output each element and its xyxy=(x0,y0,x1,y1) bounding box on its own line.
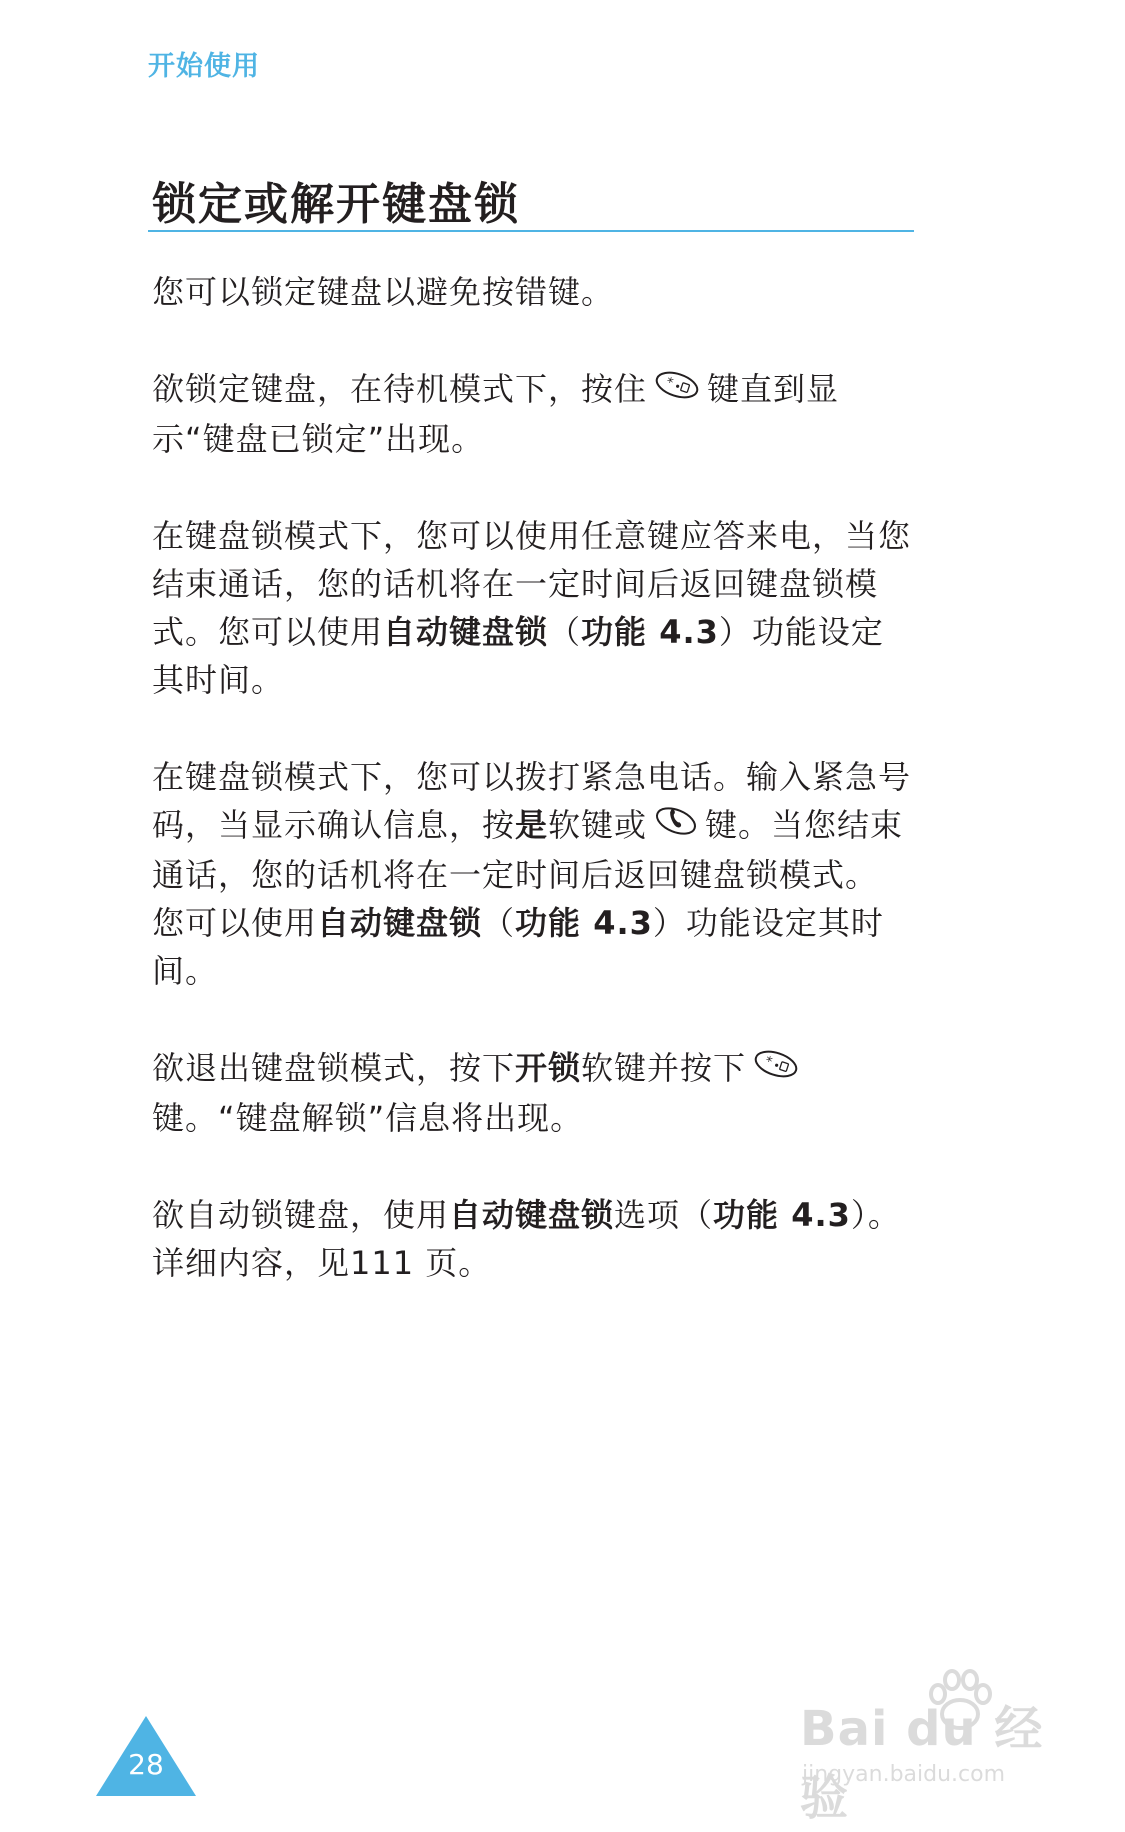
paragraph-text: 在键盘锁模式下，您可以拨打紧急电话。输入紧急号码，当显示确认信息，按 xyxy=(152,758,912,844)
bold-term: 开锁 xyxy=(515,1049,582,1087)
paragraph-text: 键。当您结束通话，您的话机将在一定时间后返回键盘锁模式。 您可以使用 xyxy=(152,806,904,942)
page-title: 锁定或解开键盘锁 xyxy=(152,179,520,230)
bold-term: 是 xyxy=(515,806,549,844)
paragraph-text: 欲退出键盘锁模式，按下 xyxy=(152,1049,516,1087)
paragraph-text: 欲锁定键盘，在待机模式下，按住 xyxy=(152,370,648,408)
paragraph-text: ）。详细内容，见111 页。 xyxy=(152,1196,901,1282)
bold-term: 自动键盘锁 xyxy=(449,1196,615,1234)
paragraph-text: （ xyxy=(482,904,516,942)
paragraph-lock-keypad xyxy=(152,365,912,463)
svg-text:*: * xyxy=(664,374,676,392)
paragraph-text: 键。“键盘解锁”信息将出现。 xyxy=(152,1099,584,1137)
paragraph-text: 软键或 xyxy=(548,806,648,844)
svg-text:*: * xyxy=(763,1053,775,1071)
paragraph-text: 您可以锁定键盘以避免按错键。 xyxy=(152,273,615,311)
paragraph-text: ）功能设定其时间。 xyxy=(152,904,884,990)
paragraph-text: 键直到显示“键盘已锁定”出现。 xyxy=(152,370,840,458)
paragraph-text: 欲自动锁键盘，使用 xyxy=(152,1196,450,1234)
body-content xyxy=(152,268,912,1336)
section-header: 开始使用 xyxy=(148,51,260,82)
paragraph-text: ）功能设定其时间。 xyxy=(152,613,884,699)
bold-term: 自动键盘锁 xyxy=(383,613,549,651)
star-key-icon xyxy=(653,367,701,415)
paragraph-text: （ xyxy=(548,613,582,651)
paragraph-text: 软键并按下 xyxy=(581,1049,747,1087)
bold-term: 功能 4.3 xyxy=(713,1196,851,1234)
bold-term: 自动键盘锁 xyxy=(317,904,483,942)
star-key-icon xyxy=(752,1046,800,1094)
paragraph-answer-calls xyxy=(152,512,912,704)
bold-term: 功能 4.3 xyxy=(515,904,653,942)
phone-send-key-icon xyxy=(653,803,699,851)
page-number: 28 xyxy=(128,1748,164,1781)
paragraph-text: 在键盘锁模式下，您可以使用任意键应答来电，当您结束通话，您的话机将在一定时间后返回键盘锁模式。您可以使用 xyxy=(152,517,912,651)
title-divider xyxy=(148,230,914,232)
paragraph-intro xyxy=(152,268,912,316)
paragraph-text: 选项（ xyxy=(614,1196,714,1234)
paragraph-auto-lock xyxy=(152,1191,912,1287)
watermark-brand: Bai du 经验 xyxy=(800,1701,1044,1826)
paragraph-unlock xyxy=(152,1044,912,1142)
baidu-watermark xyxy=(800,1690,1060,1826)
paragraph-emergency-call xyxy=(152,753,912,995)
watermark-url: jingyan.baidu.com xyxy=(802,1762,1006,1787)
bold-term: 功能 4.3 xyxy=(581,613,719,651)
